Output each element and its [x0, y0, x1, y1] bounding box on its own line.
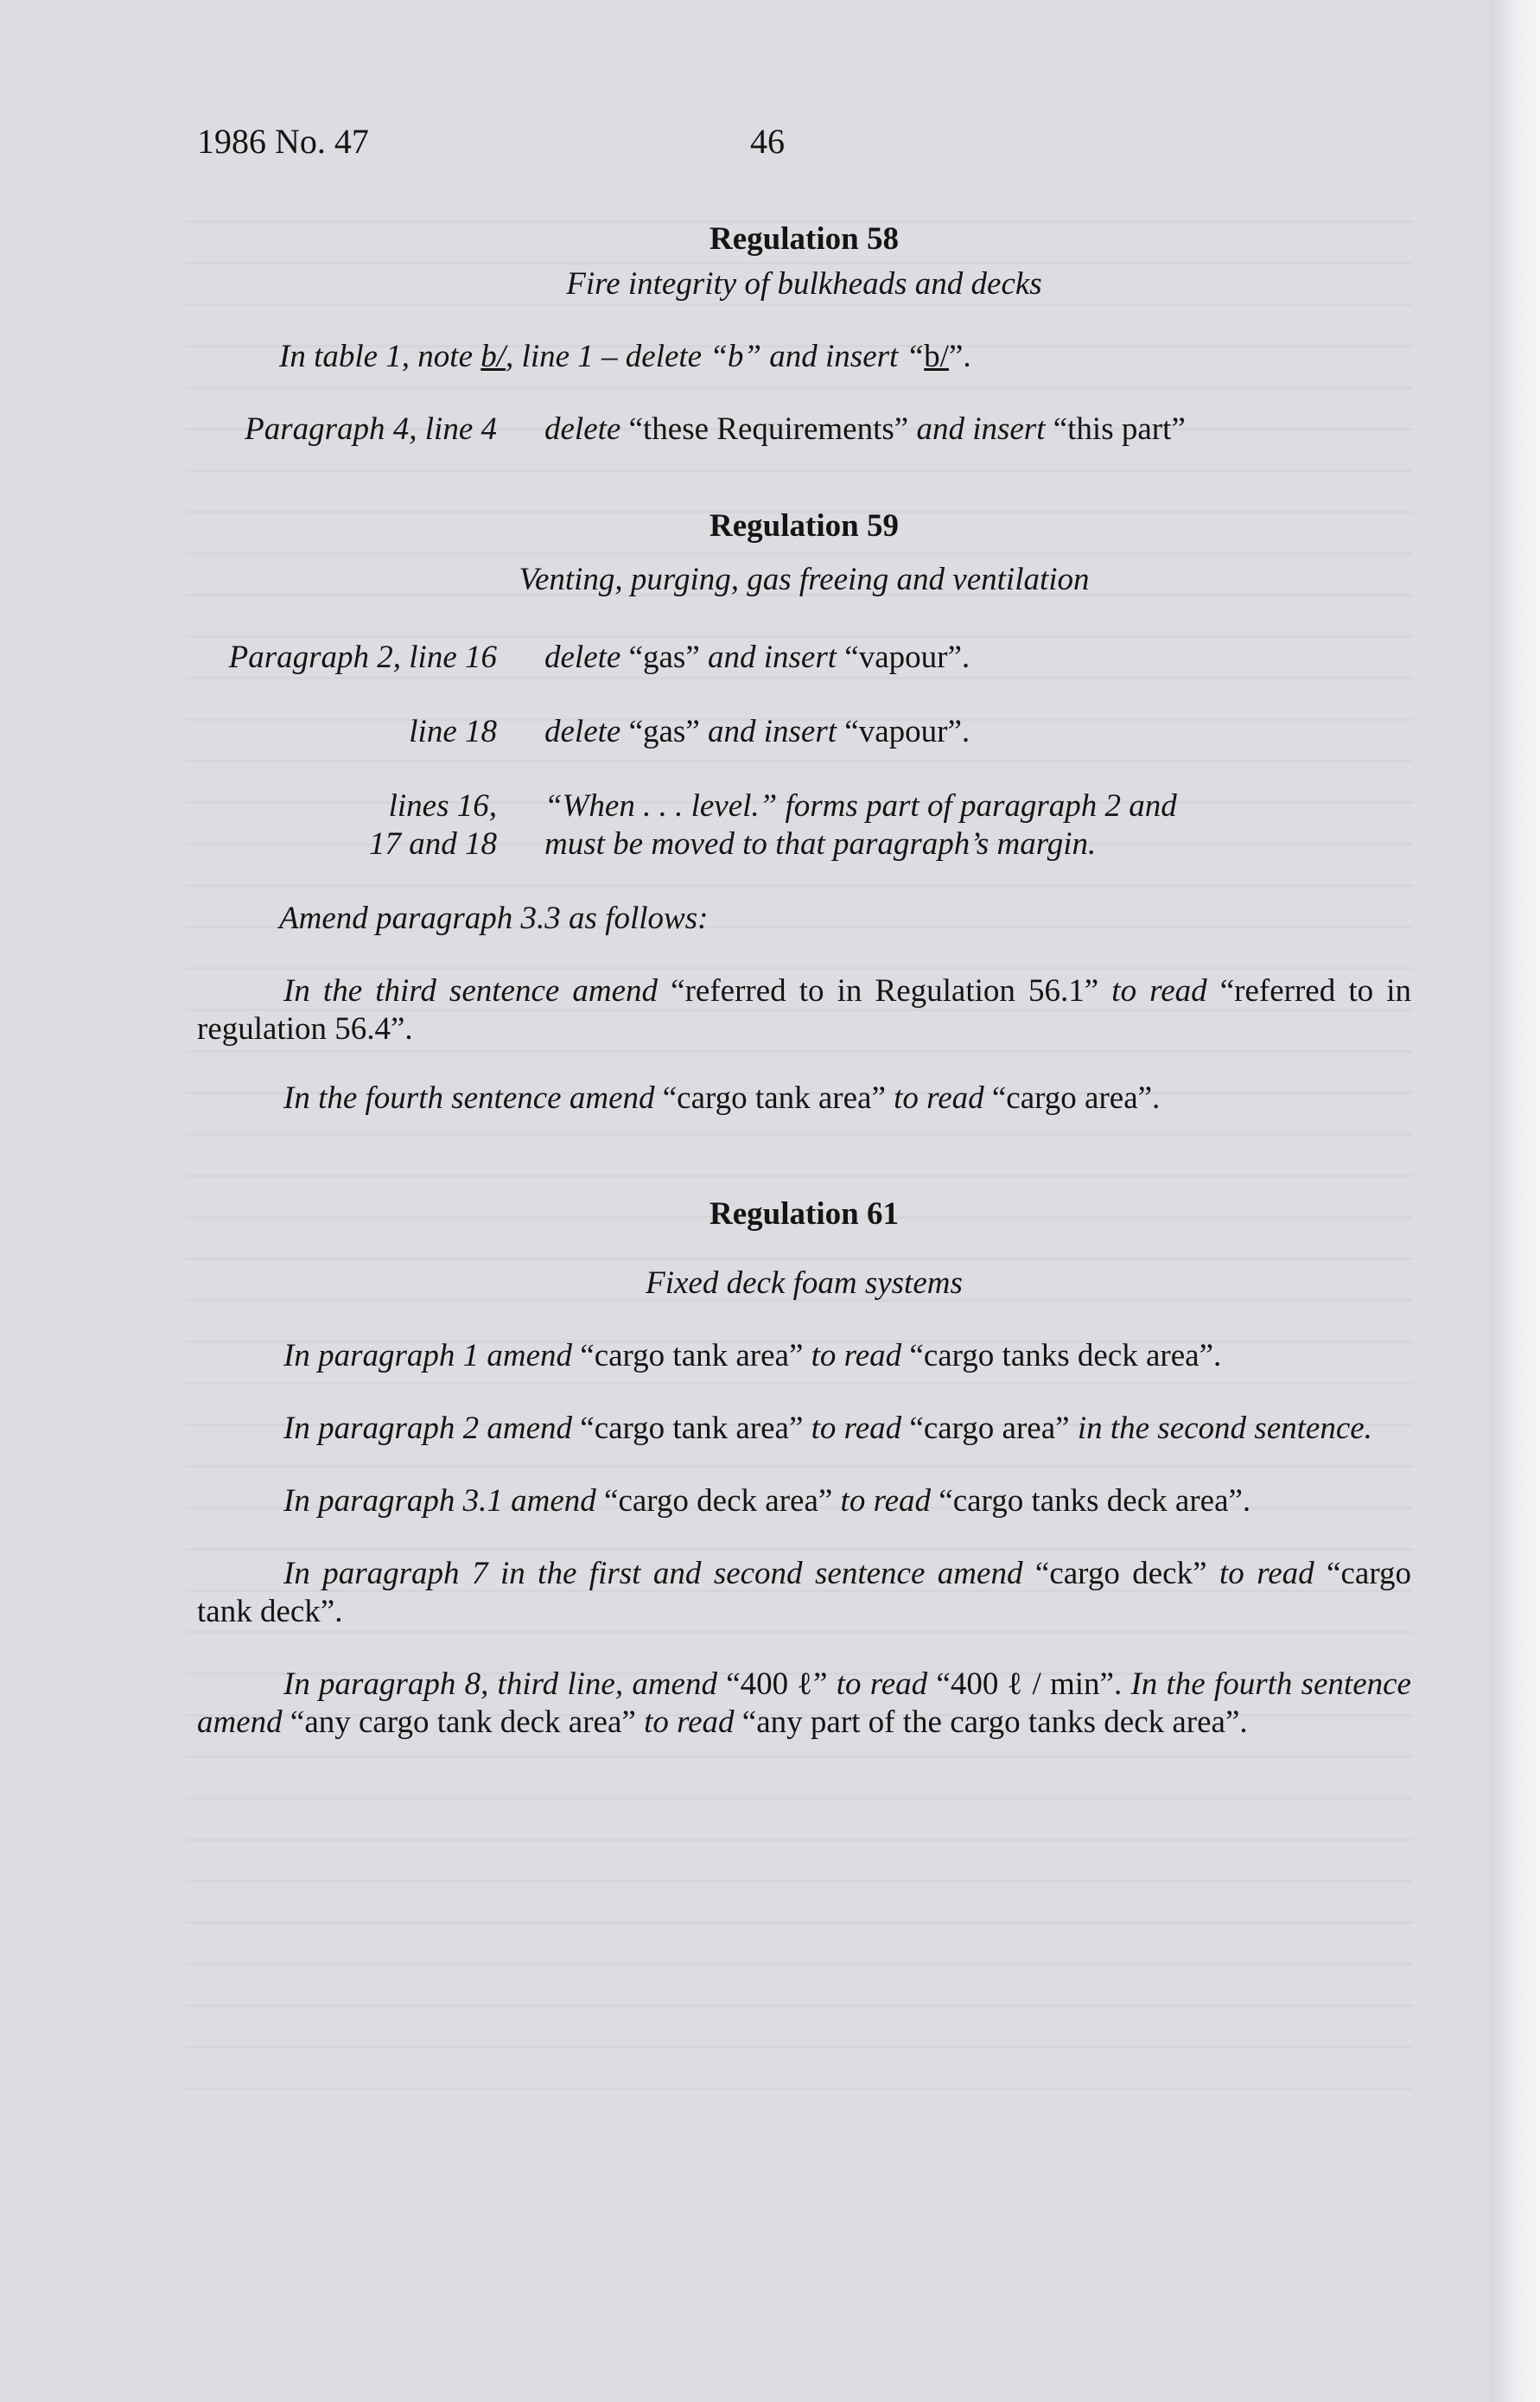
regulation-59-item-2: line 18 delete “gas” and insert “vapour”.: [409, 714, 970, 749]
page-edge-shadow: [1490, 0, 1540, 2402]
page-body: [197, 220, 1411, 1742]
document-id: 1986 No. 47: [197, 122, 369, 161]
regulation-59-item-3: lines 16, 17 and 18 “When . . . level.” forms part of paragraph 2 and must be moved to that paragraph’s margin.: [369, 788, 1177, 862]
page-header: [197, 121, 1459, 164]
regulation-58: [197, 220, 1411, 449]
regulation-59-title: Venting, purging, gas freeing and ventilation: [519, 562, 1090, 597]
regulation-61-heading: Regulation 61: [710, 1196, 899, 1232]
regulation-61-para-3: In paragraph 3.1 amend “cargo deck area” to read “cargo tanks deck area”.: [283, 1483, 1251, 1519]
regulation-59-item-1: Paragraph 2, line 16 delete “gas” and insert “vapour”.: [228, 640, 970, 675]
amend-paragraph-intro: Amend paragraph 3.3 as follows:: [279, 901, 709, 936]
regulation-59-heading: Regulation 59: [710, 508, 899, 544]
regulation-61-para-2: In paragraph 2 amend “cargo tank area” to read “cargo area” in the second sentence.: [283, 1411, 1372, 1446]
regulation-58-item-1: In table 1, note b/, line 1 – delete “b” and insert “b/”.: [279, 339, 971, 374]
regulation-58-item-2: Paragraph 4, line 4 delete “these Requirements” and insert “this part”: [245, 411, 1186, 447]
page-number: 46: [750, 122, 785, 161]
regulation-61-para-8: In paragraph 8, third line, amend “400 ℓ” to read “400 ℓ / min”. In the fourth sentence amend “any cargo tank deck area” to read “any part of the cargo tanks deck area”.: [197, 1666, 1411, 1740]
regulation-59-amend-1: In the third sentence amend “referred to in Regulation 56.1” to read “referred to in regulation 56.4”.: [197, 973, 1411, 1047]
regulation-58-title: Fire integrity of bulkheads and decks: [566, 266, 1042, 302]
regulation-61: [197, 1195, 1411, 1742]
regulation-61-para-7: In paragraph 7 in the first and second sentence amend “cargo deck” to read “cargo tank deck”.: [197, 1556, 1412, 1629]
regulation-59-amend-2: In the fourth sentence amend “cargo tank area” to read “cargo area”.: [283, 1080, 1161, 1116]
regulation-61-title: Fixed deck foam systems: [646, 1265, 963, 1301]
regulation-59: [197, 507, 1411, 1118]
regulation-58-heading: Regulation 58: [710, 221, 899, 257]
regulation-61-para-1: In paragraph 1 amend “cargo tank area” to read “cargo tanks deck area”.: [283, 1338, 1222, 1373]
